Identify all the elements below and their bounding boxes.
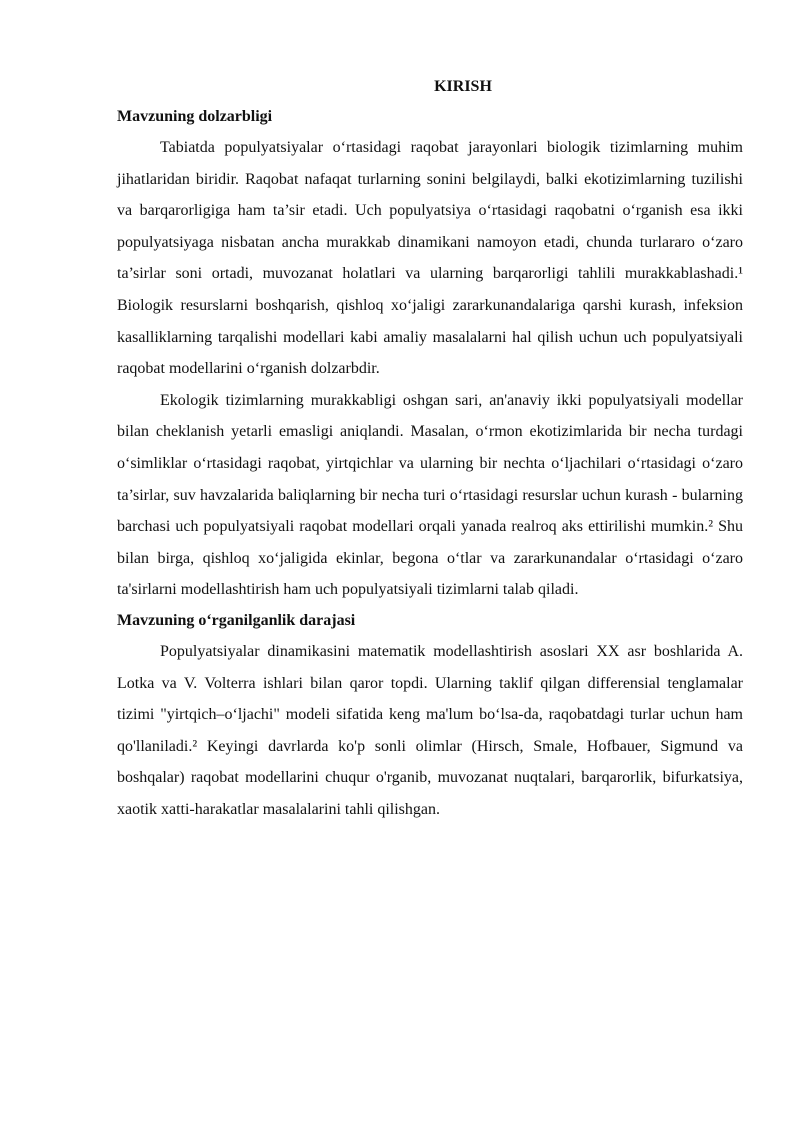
section-heading-study-level: Mavzuning o‘rganilganlik darajasi xyxy=(117,611,356,629)
document-page xyxy=(117,72,743,825)
paragraph: Ekologik tizimlarning murakkabligi oshgan sari, an'anaviy ikki populyatsiyali modellar bilan cheklanish yetarli emasligi aniqlandi. Masalan, o‘rmon ekotizimlarida bir necha turdagi o‘simliklar o‘rtasidagi raqobat, yirtqichlar va ularning bir nechta o‘ljachilari o‘rtasidagi o‘zaro ta’sirlar, suv havzalarida baliqlarning bir necha turi o‘rtasidagi resurslar uchun kurash - bularning barchasi uch populyatsiyali raqobat modellari orqali yanada realroq aks ettirilishi mumkin.² Shu bilan birga, qishloq xo‘jaligida ekinlar, begona o‘tlar va zararkunandalar o‘rtasidagi o‘zaro ta'sirlarni modellashtirish ham uch populyatsiyali tizimlarni talab qiladi. xyxy=(117,391,743,599)
paragraph: Tabiatda populyatsiyalar o‘rtasidagi raqobat jarayonlari biologik tizimlarning muhim jihatlaridan biridir. Raqobat nafaqat turlarning sonini belgilaydi, balki ekotizimlarning tuzilishi va barqarorligiga ham ta’sir etadi. Uch populyatsiya o‘rtasidagi raqobatni o‘rganish esa ikki populyatsiyaga nisbatan ancha murakkab dinamikani namoyon etadi, chunda turlararo o‘zaro ta’sirlar soni ortadi, muvozanat holatlari va ularning barqarorligi tahlili murakkablashadi.¹ Biologik resurslarni boshqarish, qishloq xo‘jaligi zararkunandalariga qarshi kurash, infeksion kasalliklarning tarqalishi modellari kabi amaliy masalalarni hal qilish uchun uch populyatsiyali raqobat modellarini o‘rganish dolzarbdir. xyxy=(117,139,743,378)
document-title: KIRISH xyxy=(434,78,492,95)
paragraph: Populyatsiyalar dinamikasini matematik modellashtirish asoslari XX asr boshlarida A. Lotka va V. Volterra ishlari bilan qaror topdi. Ularning taklif qilgan differensial tenglamalar tizimi "yirtqich–o‘ljachi" modeli sifatida keng ma'lum bo‘lsa-da, raqobatdagi turlar uchun ham qo'llaniladi.² Keyingi davrlarda ko'p sonli olimlar (Hirsch, Smale, Hofbauer, Sigmund va boshqalar) raqobat modellarini chuqur o'rganib, muvozanat nuqtalari, barqarorlik, bifurkatsiya, xaotik xatti-harakatlar masalalarini tahli qilishgan. xyxy=(117,642,743,818)
section-heading-relevance: Mavzuning dolzarbligi xyxy=(117,108,273,125)
